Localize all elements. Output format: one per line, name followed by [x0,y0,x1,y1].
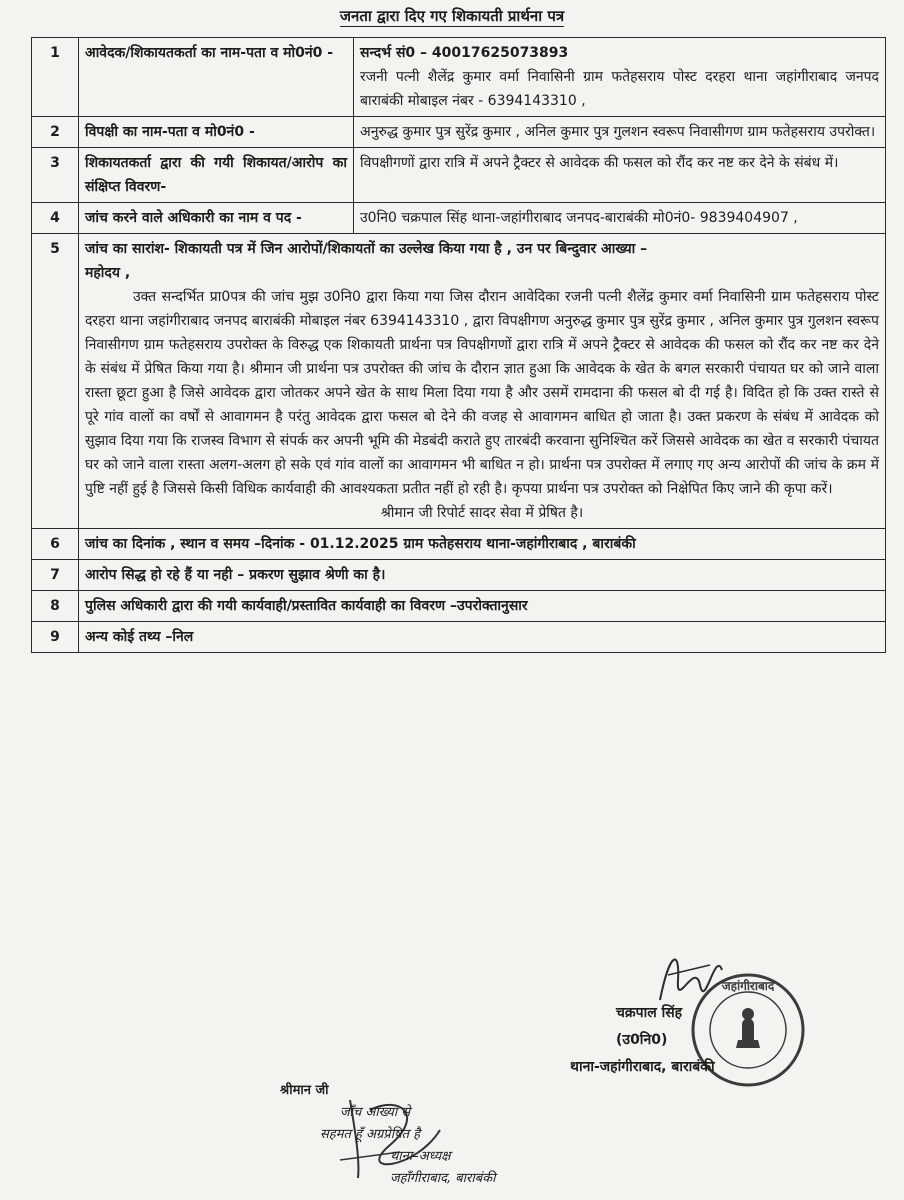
endorsement-line: सहमत हूँ अग्रप्रेषित है [320,1127,421,1142]
table-row [32,38,886,117]
row-value: पुलिस अधिकारी द्वारा की गयी कार्यवाही/प्रस्तावित कार्यवाही का विवरण –उपरोक्तानुसार [79,591,886,622]
row-value: अन्य कोई तथ्य –निल [79,622,886,653]
table-row [32,234,886,529]
table-row [32,560,886,591]
reference-number: सन्दर्भ सं0 – 40017625073893 [360,45,569,61]
endorsement-line: थाना–अध्यक्ष [390,1149,451,1164]
row-number: 2 [32,117,79,148]
row-value: उ0नि0 चक्रपाल सिंह थाना-जहांगीराबाद जनपद-बाराबंकी मो0नं0- 9839404907 , [354,203,886,234]
row-label: शिकायतकर्ता द्वारा की गयी शिकायत/आरोप का संक्षिप्त विवरण- [79,148,354,203]
endorsement-line: जाँच आख्या से [340,1105,411,1120]
investigation-summary [79,234,886,529]
officer-signature-block [560,1000,820,1081]
row-label: जांच करने वाले अधिकारी का नाम व पद - [79,203,354,234]
table-row [32,591,886,622]
table-row [32,622,886,653]
document-title [0,6,904,26]
row-value: आरोप सिद्ध हो रहे हैं या नही – प्रकरण सुझाव श्रेणी का है। [79,560,886,591]
row-number: 3 [32,148,79,203]
salutation: महोदय , [85,265,131,281]
officer-rank: (उ0नि0) [616,1032,668,1048]
summary-heading: जांच का सारांश- शिकायती पत्र में जिन आरोपों/शिकायतों का उल्लेख किया गया है , उन पर बिन्दुवार आख्या – [85,241,648,257]
endorsement-line: जहाँगीराबाद, बाराबंकी [390,1171,496,1186]
row-number: 4 [32,203,79,234]
summary-closing: श्रीमान जी रिपोर्ट सादर सेवा में प्रेषित है। [380,505,584,521]
row-value: विपक्षीगणों द्वारा रात्रि में अपने ट्रैक्टर से आवेदक की फसल को रौंद कर नष्ट कर देने के संबंध में। [354,148,886,203]
applicant-details: रजनी पत्नी शैलेंद्र कुमार वर्मा निवासिनी ग्राम फतेहसराय पोस्ट दरहरा थाना जहांगीराबाद जनपद बाराबंकी मोबाइल नंबर - 6394143310 , [360,69,879,109]
seal-text: जहांगीराबाद [721,979,775,993]
row-value [354,38,886,117]
row-number: 9 [32,622,79,653]
row-label: आवेदक/शिकायतकर्ता का नाम-पता व मो0नं0 - [79,38,354,117]
row-value: अनुरुद्ध कुमार पुत्र सुरेंद्र कुमार , अनिल कुमार पुत्र गुलशन स्वरूप निवासीगण ग्राम फतेहसराय उपरोक्त। [354,117,886,148]
row-number: 6 [32,529,79,560]
endorsement-line: श्रीमान जी [280,1083,329,1098]
officer-name: चक्रपाल सिंह [616,1005,683,1021]
officer-station: थाना-जहांगीराबाद, बाराबंकी [570,1059,715,1075]
row-number: 8 [32,591,79,622]
row-label: विपक्षी का नाम-पता व मो0नं0 - [79,117,354,148]
row-value: जांच का दिनांक , स्थान व समय –दिनांक - 01.12.2025 ग्राम फतेहसराय थाना-जहांगीराबाद , बाराबंकी [79,529,886,560]
row-number: 7 [32,560,79,591]
summary-paragraph: उक्त सन्दर्भित प्रा0पत्र की जांच मुझ उ0नि0 द्वारा किया गया जिस दौरान आवेदिका रजनी पत्नी शैलेंद्र कुमार वर्मा निवासिनी ग्राम फतेहसराय पोस्ट दरहरा थाना जहांगीराबाद जनपद बाराबंकी मोबाइल नंबर 6394143310 , द्वारा विपक्षीगण अनुरुद्ध कुमार पुत्र सुरेंद्र कुमार , अनिल कुमार पुत्र गुलशन स्वरूप निवासीगण ग्राम फतेहसराय उपरोक्त के विरुद्ध एक शिकायती प्रार्थना पत्र विपक्षीगणों द्वारा रात्रि में अपने ट्रैक्टर से आवेदक की फसल को रौंद कर नष्ट कर देने के संबंध में प्रेषित किया गया है। श्रीमान जी प्रार्थना पत्र उपरोक्त की जांच के दौरान ज्ञात हुआ कि आवेदक के खेत के बगल सरकारी पंचायत घर को जाने वाला रास्ता छूटा हुआ है जिसे आवेदक द्वारा जोतकर अपने खेत के साथ मिला दिया गया है और उसमें रामदाना की फसल बो दी गई है। विदित हो कि उक्त रास्ते से पूरे गांव वालों का वर्षों से आवागमन है परंतु आवेदक द्वारा फसल बो देने की वजह से आवागमन बाधित हो जाता है। उक्त प्रकरण के संबंध में आवेदक को सुझाव दिया गया कि राजस्व विभाग से संपर्क कर अपनी भूमि की मेडबंदी कराते हुए तारबंदी करवाना सुनिश्चित करें जिससे आवेदक का खेत व सरकारी पंचायत घर को जाने वाला रास्ता अलग-अलग हो सके एवं गांव वालों का आवागमन भी बाधित न हो। प्रार्थना पत्र उपरोक्त में लगाए गए अन्य आरोपों की जांच के क्रम में पुष्टि नहीं हुई है जिससे किसी विधिक कार्यवाही की आवश्यकता प्रतीत नहीं हो रही है। कृपया प्रार्थना पत्र उपरोक्त को निक्षेपित किए जाने की कृपा करें। [85,289,879,497]
row-number: 1 [32,38,79,117]
report-table [31,37,886,653]
table-row [32,529,886,560]
row-number: 5 [32,234,79,529]
table-row [32,148,886,203]
table-row [32,203,886,234]
table-row [32,117,886,148]
sho-endorsement [280,1080,580,1190]
document-title-text: जनता द्वारा दिए गए शिकायती प्रार्थना पत्र [339,7,565,25]
